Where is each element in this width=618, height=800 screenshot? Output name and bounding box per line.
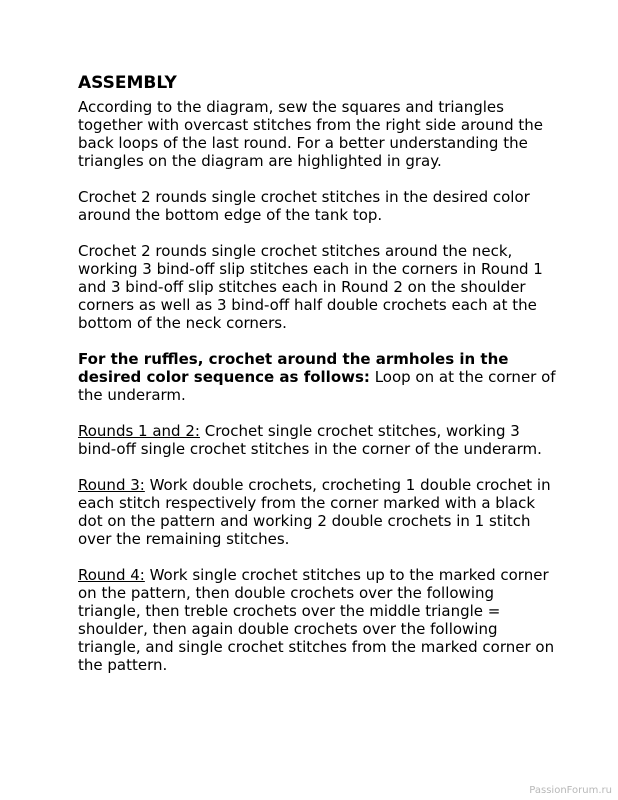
section-heading: ASSEMBLY: [78, 73, 177, 93]
paragraph-bottom-edge: [78, 188, 558, 224]
round-label: Round 4:: [78, 566, 145, 584]
paragraph-text: Work single crochet stitches up to the marked corner on the pattern, then double crochets over the following triangle, then treble crochets over the middle triangle = shoulder, then again double crochets over the following triangle, and single crochet stitches from the marked corner on the pattern.: [78, 566, 555, 674]
paragraph-text: Crochet 2 rounds single crochet stitches in the desired color around the bottom edge of the tank top.: [78, 188, 530, 224]
paragraph-text: Crochet 2 rounds single crochet stitches around the neck, working 3 bind-off slip stitches each in the corners in Round 1 and 3 bind-off slip stitches each in Round 2 on the shoulder corners as well as 3 bind-off half double crochets each at the bottom of the neck corners.: [78, 242, 543, 332]
paragraph-round-4: [78, 566, 558, 674]
round-label: Round 3:: [78, 476, 145, 494]
paragraph-neck: [78, 242, 558, 332]
paragraph-text: Crochet single crochet stitches, working 3 bind-off single crochet stitches in the corner of the underarm.: [78, 422, 542, 458]
watermark: PassionForum.ru: [529, 785, 612, 796]
ruffles-lead-bold: For the ruffles, crochet around the armholes in the desired color sequence as follows:: [78, 350, 509, 386]
paragraph-rounds-1-2: [78, 422, 558, 458]
document-page: [78, 72, 558, 692]
paragraph-ruffles: [78, 350, 558, 404]
paragraph-round-3: [78, 476, 558, 548]
paragraph-text: According to the diagram, sew the squares and triangles together with overcast stitches from the right side around the back loops of the last round. For a better understanding the triangles on the diagram are highlighted in gray.: [78, 98, 543, 170]
paragraph-text: Work double crochets, crocheting 1 double crochet in each stitch respectively from the corner marked with a black dot on the pattern and working 2 double crochets in 1 stitch over the remaining stitches.: [78, 476, 551, 548]
paragraph-assembly-intro: [78, 98, 558, 170]
round-label: Rounds 1 and 2:: [78, 422, 200, 440]
paragraph-text: Loop on at the corner of the underarm.: [78, 368, 556, 404]
